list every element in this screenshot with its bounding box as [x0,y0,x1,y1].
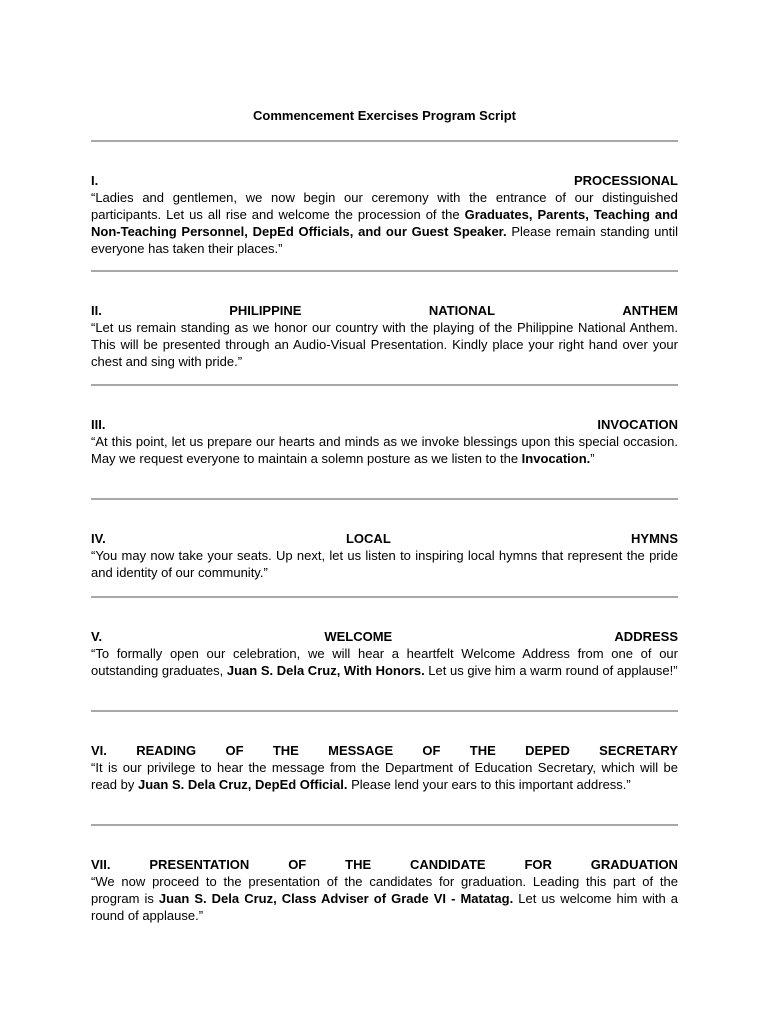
section-candidate-presentation [91,857,678,925]
section-heading-word: MESSAGE [328,743,394,758]
section-processional [91,173,678,258]
section-heading-word: PHILIPPINE [229,303,302,318]
section-heading [91,629,678,646]
section-number: IV. [91,531,106,546]
section-heading [91,303,678,320]
section-heading-word: FOR [524,857,552,872]
section-number: II. [91,303,102,318]
document-title: Commencement Exercises Program Script [253,108,516,123]
paragraph-text: “At this point, let us prepare our hearts and minds as we invoke blessings upon this special occasion. May we request everyone to maintain a solemn posture as we listen to the [91,433,678,466]
section-heading [91,531,678,548]
section-heading-word: OF [225,743,244,758]
section-paragraph [91,874,678,925]
section-heading-word: CANDIDATE [410,857,486,872]
section-number: III. [91,417,106,432]
divider [91,384,678,386]
section-heading-word: WELCOME [324,629,393,644]
section-heading-word: SECRETARY [599,743,678,758]
paragraph-text: “Ladies and gentlemen, we now begin our ceremony with the entrance of our distinguished participants. Let us all rise and welcome the procession of the [91,189,678,222]
divider [91,270,678,272]
emphasized-text: Juan S. Dela Cruz, With Honors. [226,662,425,678]
section-invocation [91,417,678,468]
section-heading-word: THE [272,743,299,758]
section-number: I. [91,173,99,188]
paragraph-text: Let us welcome him with a round of applause.” [91,890,678,923]
section-heading-word: OF [422,743,441,758]
divider [91,824,678,826]
section-paragraph [91,548,678,582]
section-heading-word: HYMNS [631,531,678,546]
section-paragraph [91,646,678,680]
paragraph-text: “It is our privilege to hear the message from the Department of Education Secretary, which will be read by [91,759,678,792]
section-heading-word: DEPED [525,743,570,758]
emphasized-text: Graduates, Parents, Teaching and Non-Teaching Personnel, DepEd Officials, and our Guest Speaker. [91,206,678,239]
section-number: VI. [91,743,107,758]
paragraph-text: “Let us remain standing as we honor our country with the playing of the Philippine National Anthem. This will be presented through an Audio-Visual Presentation. Kindly place your right hand over your chest and sing with pride.” [91,319,678,369]
divider [91,498,678,500]
section-welcome-address [91,629,678,680]
section-number: V. [91,629,103,644]
section-heading [91,417,678,434]
section-heading-word: READING [136,743,197,758]
section-heading-word: LOCAL [345,531,391,546]
paragraph-text: “To formally open our celebration, we will hear a heartfelt Welcome Address from one of our outstanding graduates, [91,645,678,678]
paragraph-text: Let us give him a warm round of applause!” [424,662,678,678]
paragraph-text: “We now proceed to the presentation of the candidates for graduation. Leading this part of the program is [91,873,678,906]
section-paragraph [91,760,678,794]
section-heading-word: PROCESSIONAL [573,173,678,188]
paragraph-text: ” [590,450,595,466]
section-heading-word: INVOCATION [597,417,678,432]
section-heading [91,743,678,760]
section-heading-word: THE [345,857,372,872]
emphasized-text: Invocation. [521,450,591,466]
section-paragraph [91,320,678,371]
section-heading-word: NATIONAL [428,303,496,318]
section-heading-word: GRADUATION [590,857,678,872]
section-national-anthem [91,303,678,371]
emphasized-text: Juan S. Dela Cruz, Class Adviser of Grade VI - Matatag. [158,890,514,906]
section-paragraph [91,190,678,258]
section-heading-word: PRESENTATION [149,857,250,872]
divider [91,596,678,598]
section-heading-word: OF [288,857,307,872]
section-heading-word: ADDRESS [614,629,678,644]
section-paragraph [91,434,678,468]
section-number: VII. [91,857,111,872]
paragraph-text: Please remain standing until everyone has taken their places.” [91,223,678,256]
section-heading [91,173,678,190]
divider [91,140,678,142]
paragraph-text: Please lend your ears to this important address.” [347,776,631,792]
section-heading-word: THE [469,743,496,758]
divider [91,710,678,712]
section-local-hymns [91,531,678,582]
section-heading-word: ANTHEM [622,303,678,318]
paragraph-text: “You may now take your seats. Up next, let us listen to inspiring local hymns that represent the pride and identity of our community.” [91,547,678,580]
section-heading [91,857,678,874]
emphasized-text: Juan S. Dela Cruz, DepEd Official. [137,776,348,792]
section-deped-message [91,743,678,794]
